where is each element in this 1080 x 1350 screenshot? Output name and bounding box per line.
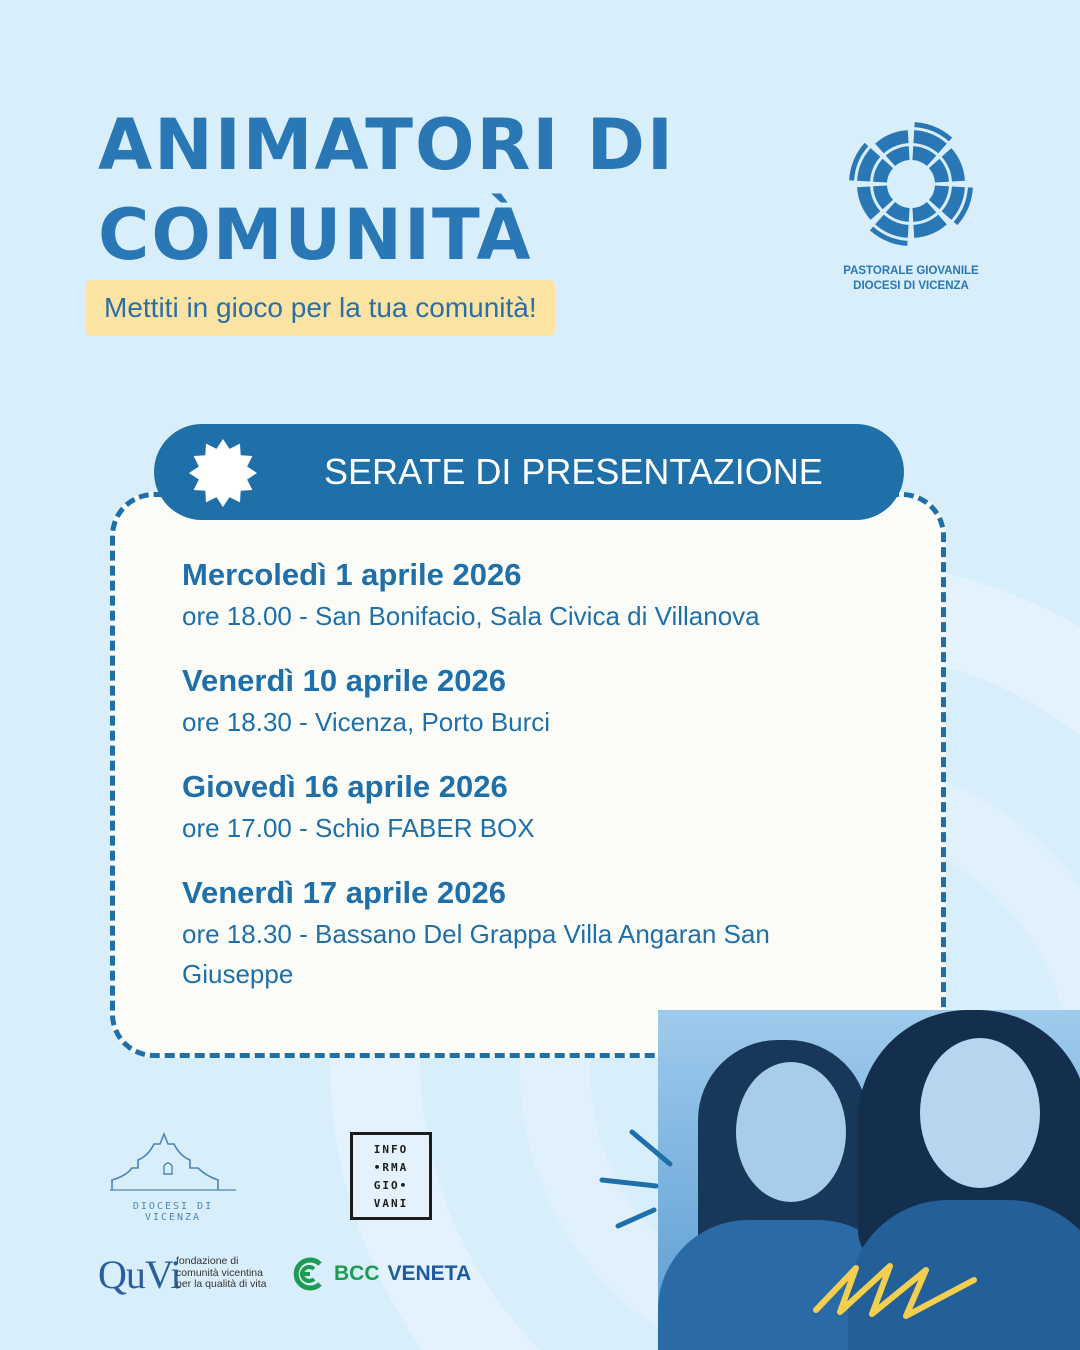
logo-caption (836, 264, 986, 294)
veneta-label: VENETA (387, 1262, 472, 1285)
informagiovani-line-2: •RMA (373, 1161, 409, 1174)
event-item (182, 556, 882, 636)
diocesi-vicenza-logo (104, 1130, 242, 1223)
title-line-1: ANIMATORI DI (98, 104, 675, 186)
page-title (98, 100, 675, 280)
informagiovani-line-4: VANI (373, 1197, 409, 1210)
star-badge-icon (188, 438, 258, 508)
quvi-wordmark: QuVi (98, 1252, 181, 1297)
logo-caption-line-2: DIOCESI DI VICENZA (853, 280, 969, 292)
subtitle-badge: Mettiti in gioco per la tua comunità! (86, 280, 555, 336)
bcc-symbol-icon (290, 1256, 326, 1292)
event-item (182, 662, 882, 742)
event-date: Giovedì 16 aprile 2026 (182, 769, 508, 804)
diocesi-label: DIOCESI DI VICENZA (132, 1201, 214, 1223)
quvi-description: fondazione di comunità vicentina per la qualità di vita (176, 1255, 267, 1290)
event-item (182, 768, 882, 848)
event-date: Venerdì 10 aprile 2026 (182, 663, 506, 698)
pastorale-giovanile-logo (836, 118, 986, 294)
quvi-foundation-logo (98, 1252, 268, 1304)
event-details: ore 18.00 - San Bonifacio, Sala Civica di Villanova (182, 601, 760, 631)
event-date: Venerdì 17 aprile 2026 (182, 875, 506, 910)
title-line-2: COMUNITÀ (98, 194, 533, 276)
sunburst-logo-icon (849, 118, 973, 250)
accent-dashes-icon (596, 1122, 676, 1232)
event-item (182, 874, 882, 994)
section-title: SERATE DI PRESENTAZIONE (324, 451, 823, 492)
informagiovani-logo (350, 1132, 432, 1220)
bcc-label: BCC (334, 1262, 380, 1285)
informagiovani-line-3: GIO• (373, 1179, 409, 1192)
cathedral-outline-icon (108, 1130, 238, 1194)
logo-caption-line-1: PASTORALE GIOVANILE (843, 265, 979, 277)
event-details: ore 18.30 - Vicenza, Porto Burci (182, 707, 551, 737)
section-header-pill (154, 424, 904, 520)
event-date: Mercoledì 1 aprile 2026 (182, 557, 522, 592)
event-details: ore 18.30 - Bassano Del Grappa Villa Angaran San Giuseppe (182, 919, 770, 989)
event-details: ore 17.00 - Schio FABER BOX (182, 813, 535, 843)
informagiovani-text (353, 1135, 429, 1213)
events-list (182, 556, 882, 1020)
informagiovani-line-1: INFO (373, 1143, 409, 1156)
bcc-veneta-logo (290, 1256, 471, 1292)
yellow-scribble-icon (806, 1250, 986, 1330)
